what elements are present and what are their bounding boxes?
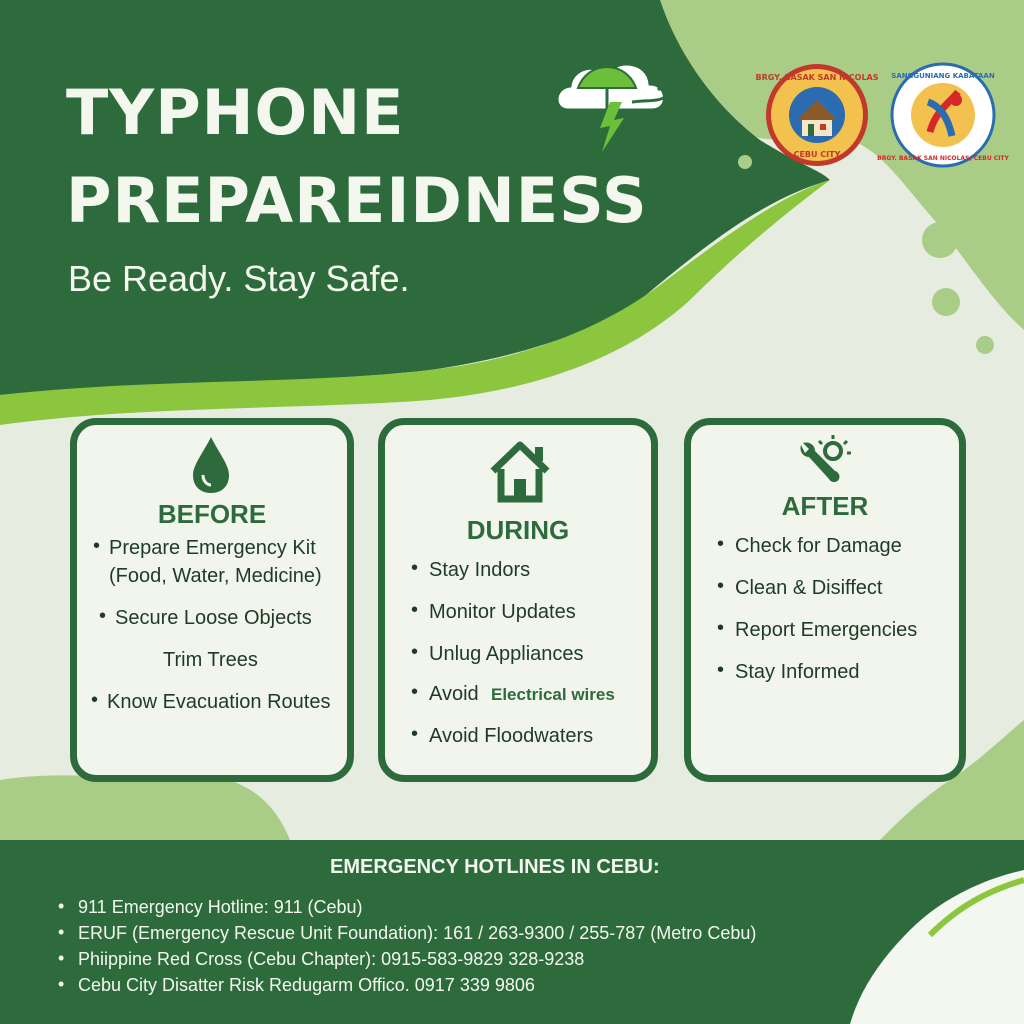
before-card — [70, 418, 354, 782]
before-item-3: Trim Trees — [163, 649, 258, 671]
bullet: • — [91, 689, 99, 711]
during-item-5: Avoid Floodwaters — [429, 725, 594, 747]
title-line-1: TYPHONE — [66, 76, 405, 149]
house-icon — [489, 441, 551, 501]
bullet: • — [58, 948, 65, 968]
hotline-3: Phiippine Red Cross (Cebu Chapter): 0915-583-9829 328-9238 — [78, 949, 585, 969]
during-heading: DURING — [466, 515, 570, 545]
bullet: • — [717, 533, 725, 555]
during-item-1: Stay Indors — [429, 559, 531, 581]
wrench-sun-icon — [795, 433, 857, 487]
during-item-4-highlight: Electrical wires — [491, 685, 615, 704]
bullet: • — [58, 974, 65, 994]
bullet: • — [411, 557, 419, 579]
bullet: • — [717, 659, 725, 681]
sk-seal-logo — [877, 62, 1009, 168]
before-item-4: Know Evacuation Routes — [107, 691, 331, 713]
bullet: • — [717, 617, 725, 639]
subtitle: Be Ready. Stay Safe. — [68, 258, 410, 299]
bullet: • — [99, 605, 107, 627]
bullet: • — [411, 599, 419, 621]
water-drop-icon — [189, 435, 233, 495]
hotline-4: Cebu City Disatter Risk Redugarm Offico. 0917 339 9806 — [78, 975, 535, 995]
svg-text:BRGY. BASAK SAN NICOLAS: BRGY. BASAK SAN NICOLAS — [755, 73, 879, 82]
storm-umbrella-icon — [548, 40, 678, 160]
before-heading: BEFORE — [157, 499, 267, 529]
bullet: • — [411, 723, 419, 745]
before-item-1-cont: (Food, Water, Medicine) — [109, 565, 322, 587]
after-item-4: Stay Informed — [735, 661, 860, 683]
hotlines-title: EMERGENCY HOTLINES IN CEBU: — [330, 856, 660, 878]
during-item-2: Monitor Updates — [429, 601, 576, 623]
barangay-seal-logo — [755, 62, 879, 168]
svg-text:CEBU CITY: CEBU CITY — [793, 150, 841, 159]
bullet: • — [411, 641, 419, 663]
during-item-4: Avoid — [429, 683, 479, 705]
svg-text:SANGGUNIANG KABATAAN: SANGGUNIANG KABATAAN — [891, 72, 995, 80]
after-card — [684, 418, 966, 782]
hotline-1: 911 Emergency Hotline: 911 (Cebu) — [78, 897, 363, 917]
during-item-3: Unlug Appliances — [429, 643, 584, 665]
bullet: • — [58, 896, 65, 916]
during-card — [378, 418, 658, 782]
hotline-2: ERUF (Emergency Rescue Unit Foundation): 161 / 263-9300 / 255-787 (Metro Cebu) — [78, 923, 757, 943]
title-line-2: PREPAREIDNESS — [66, 164, 648, 237]
after-item-2: Clean & Disiffect — [735, 577, 883, 599]
bullet: • — [411, 681, 419, 703]
after-item-3: Report Emergencies — [735, 619, 918, 641]
after-item-1: Check for Damage — [735, 535, 902, 557]
before-item-2: Secure Loose Objects — [115, 607, 312, 629]
bullet: • — [717, 575, 725, 597]
after-heading: AFTER — [781, 491, 869, 521]
bullet: • — [93, 535, 101, 557]
svg-text:BRGY. BASAK SAN NICOLAS, CEBU: BRGY. BASAK SAN NICOLAS, CEBU CITY — [877, 155, 1009, 162]
bullet: • — [58, 922, 65, 942]
before-item-1: Prepare Emergency Kit — [109, 537, 316, 559]
